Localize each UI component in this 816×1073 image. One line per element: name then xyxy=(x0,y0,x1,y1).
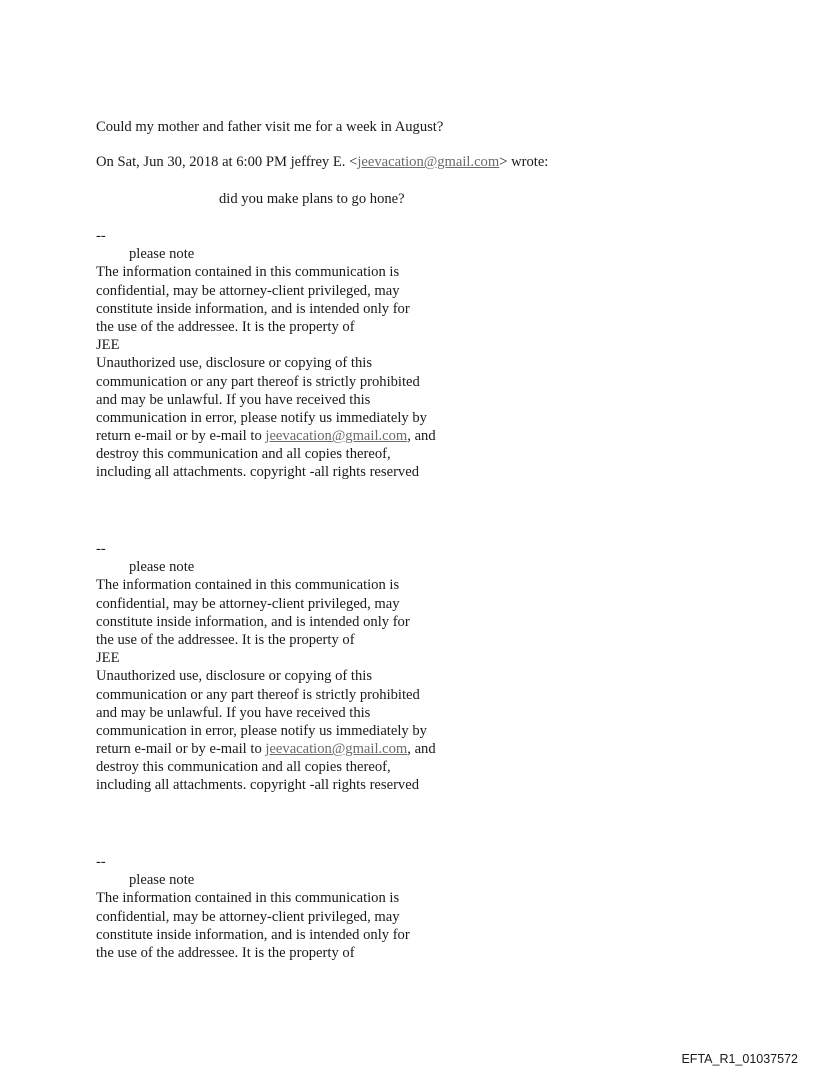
disclaimer-line: the use of the addressee. It is the property of xyxy=(96,944,355,961)
quote-header-suffix: > wrote: xyxy=(499,154,549,170)
disclaimer-email-link[interactable]: jeevacation@gmail.com xyxy=(265,428,408,445)
disclaimer-line: The information contained in this communication is xyxy=(96,264,400,281)
disclaimer-line: constitute inside information, and is intended only for xyxy=(96,926,410,943)
quoted-text: did you make plans to go hone? xyxy=(219,191,405,207)
signature-separator: -- xyxy=(96,854,106,870)
disclaimer-email-line xyxy=(96,427,436,445)
disclaimer-line: JEE xyxy=(96,650,120,667)
disclaimer-line: The information contained in this communication is xyxy=(96,890,400,907)
disclaimer-line: communication or any part thereof is strictly prohibited xyxy=(96,686,420,703)
disclaimer-email-line xyxy=(96,740,436,758)
disclaimer-line: constitute inside information, and is intended only for xyxy=(96,613,410,630)
disclaimer-heading: please note xyxy=(129,872,195,889)
disclaimer-line: The information contained in this communication is xyxy=(96,577,400,594)
disclaimer-line: confidential, may be attorney-client privileged, may xyxy=(96,282,400,299)
email-line-suffix: , and xyxy=(407,428,436,445)
disclaimer-heading: please note xyxy=(129,246,195,263)
email-line-prefix: return e-mail or by e-mail to xyxy=(96,428,266,445)
disclaimer-line: constitute inside information, and is intended only for xyxy=(96,300,410,317)
disclaimer-email-link[interactable]: jeevacation@gmail.com xyxy=(265,741,408,758)
quote-header-prefix: On Sat, Jun 30, 2018 at 6:00 PM jeffrey E. < xyxy=(96,154,358,170)
quote-header xyxy=(96,153,548,171)
disclaimer-line: the use of the addressee. It is the property of xyxy=(96,631,355,648)
document-id: EFTA_R1_01037572 xyxy=(681,1052,798,1066)
disclaimer-line: communication in error, please notify us immediately by xyxy=(96,409,427,426)
disclaimer-line: the use of the addressee. It is the property of xyxy=(96,318,355,335)
disclaimer-line: confidential, may be attorney-client privileged, may xyxy=(96,908,400,925)
disclaimer-line: Unauthorized use, disclosure or copying of this xyxy=(96,668,373,685)
disclaimer-line: confidential, may be attorney-client privileged, may xyxy=(96,595,400,612)
signature-separator: -- xyxy=(96,228,106,244)
disclaimer-line: destroy this communication and all copies thereof, xyxy=(96,446,391,463)
sender-email-link[interactable]: jeevacation@gmail.com xyxy=(357,154,500,170)
disclaimer-line: and may be unlawful. If you have received this xyxy=(96,391,371,408)
disclaimer-line: communication in error, please notify us immediately by xyxy=(96,722,427,739)
disclaimer-line: including all attachments. copyright -all rights reserved xyxy=(96,464,419,481)
disclaimer-heading: please note xyxy=(129,559,195,576)
disclaimer-line: Unauthorized use, disclosure or copying of this xyxy=(96,355,373,372)
email-line-prefix: return e-mail or by e-mail to xyxy=(96,741,266,758)
disclaimer-block xyxy=(96,853,410,962)
disclaimer-line: including all attachments. copyright -all rights reserved xyxy=(96,777,419,794)
message-body: Could my mother and father visit me for a week in August? xyxy=(96,119,444,135)
disclaimer-line: communication or any part thereof is strictly prohibited xyxy=(96,373,420,390)
email-line-suffix: , and xyxy=(407,741,436,758)
disclaimer-line: and may be unlawful. If you have received this xyxy=(96,704,371,721)
disclaimer-block xyxy=(96,540,436,795)
disclaimer-line: JEE xyxy=(96,337,120,354)
disclaimer-line: destroy this communication and all copies thereof, xyxy=(96,759,391,776)
signature-separator: -- xyxy=(96,541,106,557)
disclaimer-block xyxy=(96,227,436,482)
